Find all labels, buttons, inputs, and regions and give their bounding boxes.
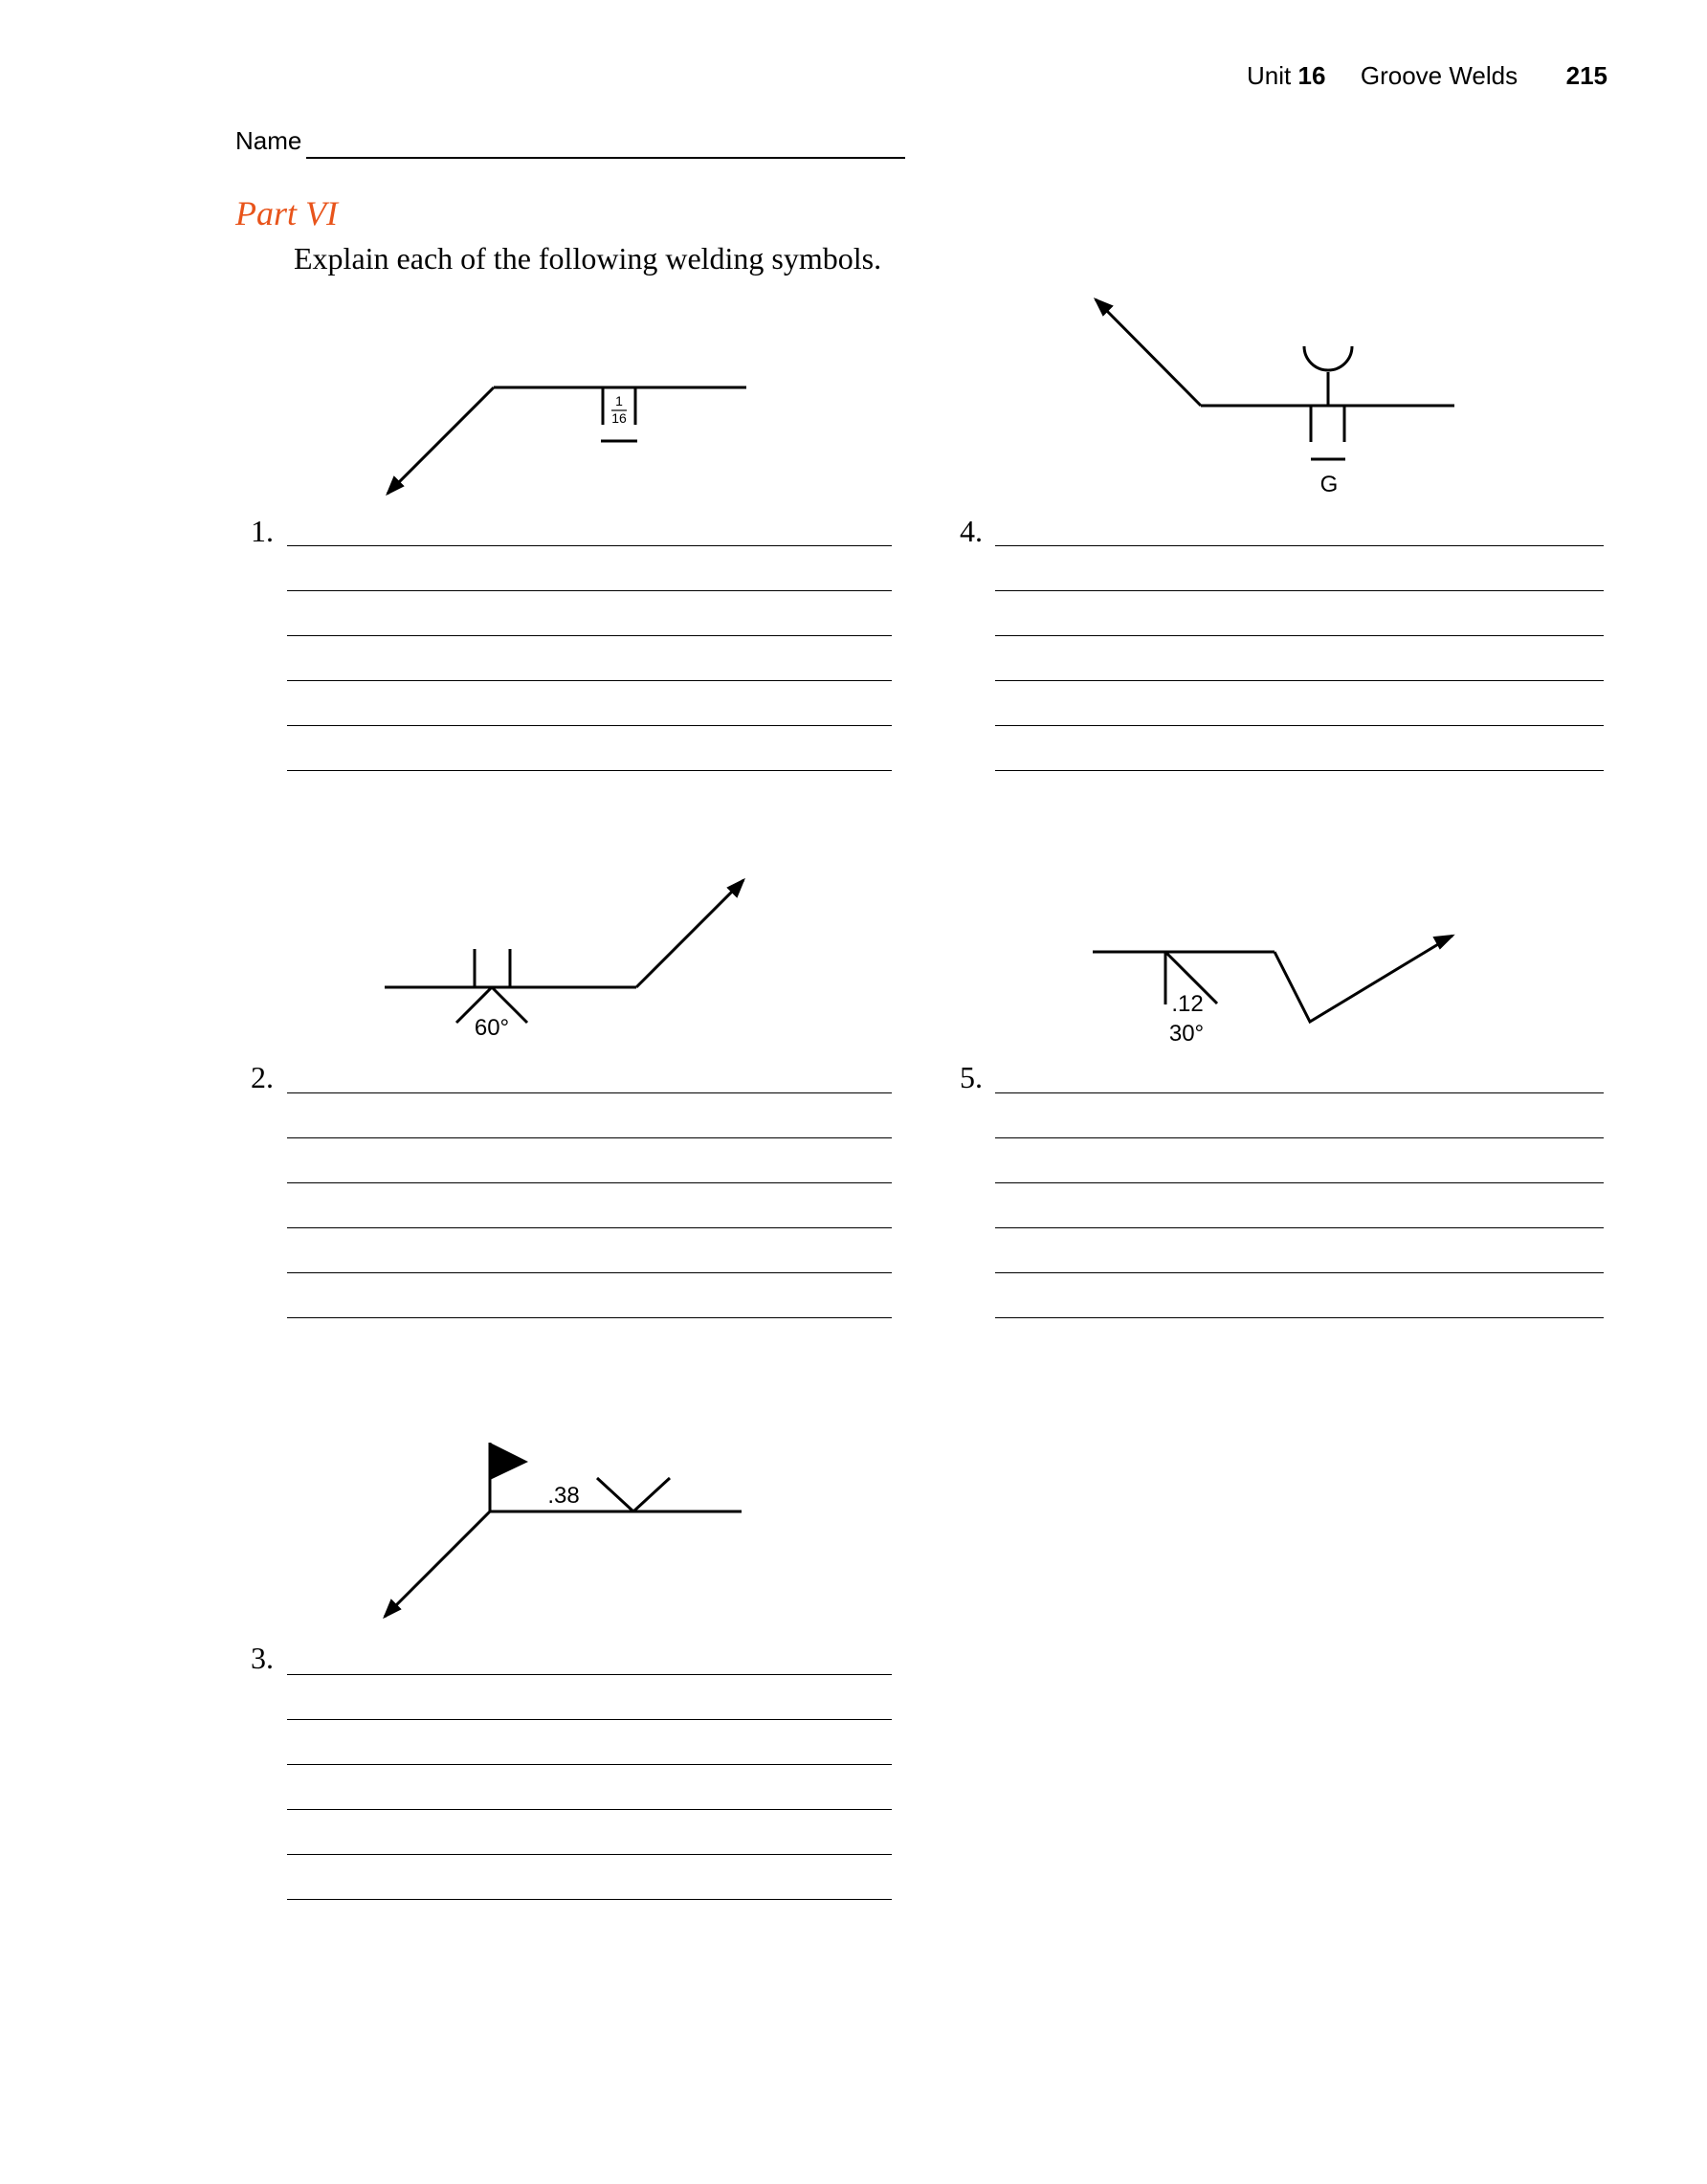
unit-title: Groove Welds xyxy=(1360,61,1519,90)
fraction-denominator: 16 xyxy=(611,410,627,426)
question-number-3: 3. xyxy=(251,1641,274,1675)
size-label: .12 xyxy=(1171,991,1204,1017)
part-title: Part VI xyxy=(235,194,338,232)
name-label: Name xyxy=(235,126,302,155)
question-number-2: 2. xyxy=(251,1060,274,1094)
welding-symbol-1 xyxy=(388,387,746,494)
page-number: 215 xyxy=(1565,61,1607,90)
question-number-1: 1. xyxy=(251,514,274,548)
welding-symbol-5 xyxy=(1093,936,1452,1047)
angle-label: 30° xyxy=(1168,1021,1205,1047)
field-weld-flag-icon xyxy=(490,1443,528,1480)
unit-label: Unit xyxy=(1247,61,1292,90)
welding-symbol-4 xyxy=(1096,299,1454,497)
question-number-5: 5. xyxy=(960,1060,983,1094)
welding-symbol-3 xyxy=(385,1443,742,1617)
welding-symbol-2 xyxy=(385,880,743,1041)
size-label: .38 xyxy=(547,1483,580,1509)
unit-number: 16 xyxy=(1297,61,1326,90)
angle-label: 60° xyxy=(474,1015,510,1041)
question-number-4: 4. xyxy=(960,514,983,548)
instructions: Explain each of the following welding symbols. xyxy=(294,241,882,276)
finish-label: G xyxy=(1319,472,1339,497)
fraction-numerator: 1 xyxy=(615,393,623,408)
